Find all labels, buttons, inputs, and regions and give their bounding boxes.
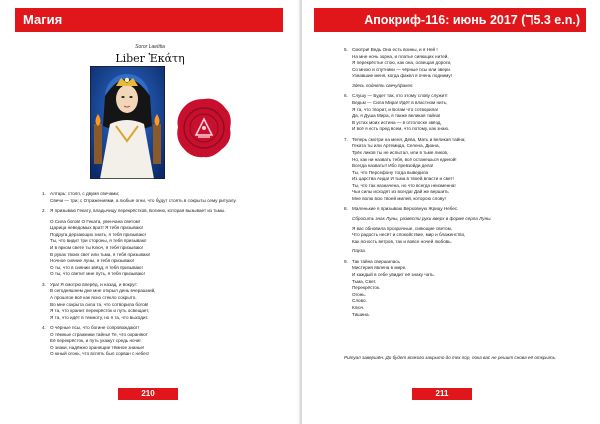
text-line: Ура! Я смотрю вперёд, и назад, и вокруг: xyxy=(50,281,138,287)
closing-note: Ритуал завершён. До будет всякого закрыто до тех пор, пока вас не решит снова её открыть. xyxy=(344,355,557,360)
step-number: 2. xyxy=(42,207,46,213)
text-line: Смотри! Ведь Она есть воины, и я Ней ! xyxy=(352,47,438,52)
text-line: Тишина. xyxy=(352,311,370,317)
text-line: Ночное сияние луны, я тебя призываю! xyxy=(50,258,135,264)
text-line: Маленькие я призываю Верховную Жрицу Небес. xyxy=(352,206,459,212)
step-number: 6. xyxy=(344,93,348,99)
text-line: На мне ночь зорна, и платье сияющих нитей, xyxy=(352,53,449,59)
step-number: 9. xyxy=(344,258,348,264)
text-line: Я та, что творит, и Богам что сотворила! xyxy=(352,106,439,112)
list-item xyxy=(42,208,272,278)
author-name: Soror Laetitia xyxy=(135,44,165,50)
text-line: Но, как ни назвать тебя, всё останешься единой! xyxy=(352,156,457,162)
text-line: Теперь смотри на меня, Дева, Мать и великая тайна; xyxy=(352,136,466,142)
list-item xyxy=(344,93,584,133)
list-item xyxy=(344,206,584,255)
text-line: Чьи силы исходят из всегда! Дай же вершить xyxy=(352,189,449,195)
step-number: 1. xyxy=(42,191,46,196)
text-line: И каждый в себе увидит её знаку чать. xyxy=(352,272,435,277)
text-line: Да, я Душа Мира, я также великая тайна! xyxy=(352,113,441,119)
text-line: Ключ. xyxy=(352,304,365,310)
text-line: О ты, что светит мне путь, я тебя призываю! xyxy=(50,271,145,277)
left-body-text xyxy=(42,191,272,362)
text-line: Перекрёсток. xyxy=(352,285,381,291)
ritual-title: Liber Ἑκάτη xyxy=(115,52,185,65)
text-line: Огонь. xyxy=(352,291,366,297)
text-line: В руках твоих свет или тьма, я тебя призываю! xyxy=(50,251,151,257)
text-line: О Сила богов! О Геката, увенчана светом! xyxy=(50,218,141,224)
right-page xyxy=(302,0,600,424)
left-page-number: 210 xyxy=(118,388,178,400)
text-line: О чёрные псы, что богине сопровождают! xyxy=(50,325,140,331)
text-line: Так тайна свершилась xyxy=(352,258,400,264)
text-line: Ты, что так назначена, но что всегда неизменна! xyxy=(352,182,456,188)
text-line: Из царства Аида! И тьма в твоей власти и свет! xyxy=(352,176,454,182)
text-line: Трёх ликов ты не испытал, или в тьме ликов, xyxy=(352,149,449,155)
step-number: 8. xyxy=(344,206,348,212)
step-number: 3. xyxy=(42,281,46,287)
list-item xyxy=(42,282,272,322)
list-item xyxy=(344,47,584,90)
text-line: Тьма, Свет. xyxy=(352,278,377,284)
text-line: Я перекрёстье стою, как она, освещая дороги, xyxy=(352,60,452,66)
text-line: Я та, что хранит перекрёсток и путь освещает, xyxy=(50,308,150,314)
text-line: Слово. xyxy=(352,298,367,304)
right-header: Апокриф-116: июнь 2017 (ℸ5.3 e.n.) xyxy=(314,8,586,32)
list-item xyxy=(42,191,272,204)
left-header: Магия xyxy=(15,8,283,32)
text-line: О тёмные стражники тайны! Те, что охраняют xyxy=(50,331,148,337)
text-line: О знаки, надёжно хранящие тёмное знанье! xyxy=(50,344,145,350)
hecate-illustration xyxy=(90,66,165,179)
step-number: 7. xyxy=(344,136,348,142)
text-line: Слушу — Будет так, кто этому слову служит! xyxy=(352,93,448,99)
text-line: В сегодняшнем дне мне открыл день вчерашний, xyxy=(50,288,156,294)
text-line: Что радость несёт и спокойствие, мир и блаженство, xyxy=(352,232,466,238)
text-line: Во мне сокрыта сила та, что сотворила богов! xyxy=(50,301,149,307)
text-line: В устах моих истина — в отголоске звёзд, xyxy=(352,119,442,125)
list-item xyxy=(344,137,584,203)
text-line: Узнавшие меня, когда факел я очень подниму! xyxy=(352,73,452,79)
instruction-note: Сбросить знак Луны, развести руки вверх в форме серпа Луны. xyxy=(352,216,492,222)
step-number: 5. xyxy=(344,47,348,52)
list-item xyxy=(42,325,272,358)
text-line: Мне волю всю твоей милей, которою слову! xyxy=(352,196,446,202)
instruction-note: Здесь поднять свечу/факел. xyxy=(352,82,414,88)
text-line: О юный огонь, что вспять был сорван с небес! xyxy=(50,351,150,357)
text-line: Её перекрёсток, и путь укажут средь ночи! xyxy=(50,338,141,344)
text-line: Я вас обновила прозрачные, сияющие светом, xyxy=(352,225,453,231)
text-line: О ты, что в сиянии звёзд, я тебя призываю! xyxy=(50,264,143,270)
text-line: Алтарь: столп, с двумя свечами; xyxy=(50,191,120,196)
text-line: Подруга дерзающих знать, я тебя призываю! xyxy=(50,231,146,237)
text-line: И в ярком свете ты Ключ, я тебя призываю! xyxy=(50,244,143,250)
text-line: Всегда назвать!! Ибо превзойди дела! xyxy=(352,163,434,169)
text-line: А прошлое всё как ясно стекло сокрыто. xyxy=(50,294,137,300)
list-item xyxy=(344,259,584,318)
text-line: Царица неведомых врат! Я тебя призываю! xyxy=(50,225,144,231)
step-number: 4. xyxy=(42,325,46,331)
text-line: Ведьм — Сила Мира! Идёт в властном нить, xyxy=(352,99,448,105)
text-line: Как ясность ветров, так и вовсе ночей любовь. xyxy=(352,238,452,244)
text-line: Мистерия явлена в мире. xyxy=(352,265,407,271)
text-line: Я та, что идёт в темноту, но я та, что выходит. xyxy=(50,314,149,320)
right-page-number: 211 xyxy=(412,388,472,400)
right-body-text xyxy=(344,47,584,322)
wax-seal-icon xyxy=(176,97,232,159)
right-steps xyxy=(344,47,584,318)
text-line: Ты, что Персефону тогда выведила xyxy=(352,169,429,175)
left-steps xyxy=(42,191,272,358)
text-line: Свечи — три; с Отражениями, а любые огни, что будут стоять в сокрыты сему ритуалу. xyxy=(50,197,237,203)
text-line: И всё я есть пред всем, что потому, как знаю. xyxy=(352,126,450,132)
text-line: Со мною и спутники — чёрные псы или звери. xyxy=(352,66,452,72)
text-line: Ты, что видит три стороны, я тебя призываю! xyxy=(50,238,147,244)
text-line: Геката ты или Артемида, Селена, Диана, xyxy=(352,143,440,149)
text-line: Я призываю Гекату, владычицу перекрёстков, Богиню, которая вызывает из тьмы. xyxy=(50,207,226,213)
pause-note: Пауза. xyxy=(352,248,366,254)
